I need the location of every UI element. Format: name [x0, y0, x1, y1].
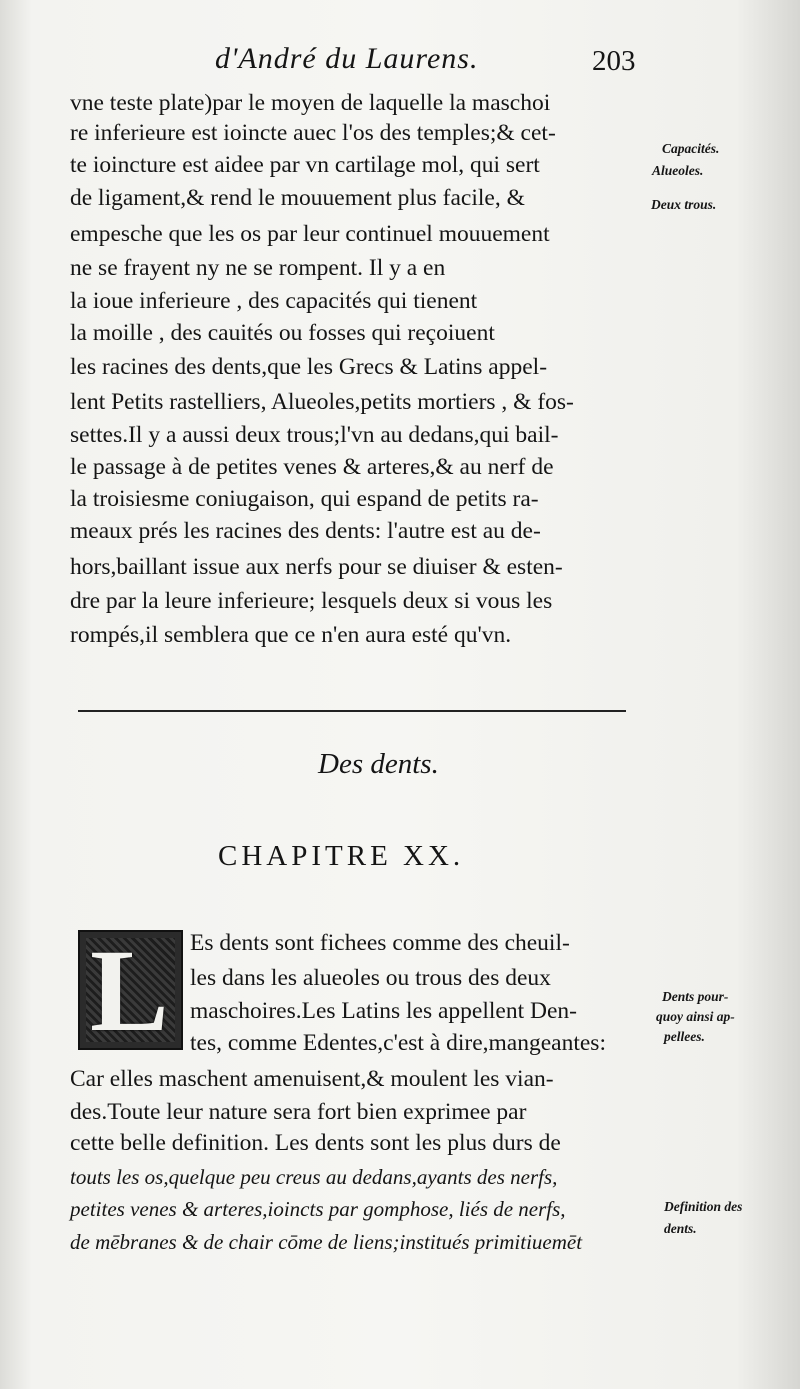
text-line: re inferieure est ioincte auec l'os des temples;& cet- — [70, 120, 556, 146]
text-line: le passage à de petites venes & arteres,& au nerf de — [70, 454, 554, 480]
margin-note-deux-trous: Deux trous. — [651, 197, 717, 212]
text-line: Es dents sont fichees comme des cheuil- — [190, 930, 570, 956]
initial-letter: L — [90, 925, 169, 1056]
text-line: la moille , des cauités ou fosses qui reçoiuent — [70, 320, 495, 346]
horizontal-rule — [78, 710, 626, 712]
text-line: rompés,il semblera que ce n'en aura esté qu'vn. — [70, 622, 512, 648]
text-line: empesche que les os par leur continuel mouuement — [70, 221, 550, 247]
text-line: dre par la leure inferieure; lesquels deux si vous les — [70, 588, 553, 614]
margin-note-definition-line1: Definition des — [664, 1199, 743, 1214]
margin-note-dents-line2: quoy ainsi ap- — [656, 1009, 735, 1024]
text-line: hors,baillant issue aux nerfs pour se diuiser & esten- — [70, 554, 563, 580]
text-line: ne se frayent ny ne se rompent. Il y a en — [70, 255, 446, 281]
text-line: lent Petits rastelliers, Alueoles,petits mortiers , & fos- — [70, 389, 574, 415]
text-line: meaux prés les racines des dents: l'autre est au de- — [70, 518, 541, 544]
text-line: la troisiesme coniugaison, qui espand de petits ra- — [70, 486, 539, 512]
text-line: de ligament,& rend le mouuement plus facile, & — [70, 185, 525, 211]
text-line: de mēbranes & de chair cōme de liens;institués primitiuemēt — [70, 1230, 583, 1254]
margin-note-capacites: Capacités. — [662, 141, 720, 156]
running-head: d'André du Laurens. — [215, 42, 479, 75]
text-line: settes.Il y a aussi deux trous;l'vn au dedans,qui bail- — [70, 422, 559, 448]
margin-note-definition-line2: dents. — [664, 1221, 697, 1236]
text-line: te ioincture est aidee par vn cartilage mol, qui sert — [70, 152, 540, 178]
text-line: petites venes & arteres,ioincts par gomphose, liés de nerfs, — [70, 1197, 566, 1221]
margin-note-alueoles: Alueoles. — [652, 163, 704, 178]
text-line: la ioue inferieure , des capacités qui tienent — [70, 288, 478, 314]
text-line: Car elles maschent amenuisent,& moulent les vian- — [70, 1066, 554, 1092]
text-line: cette belle definition. Les dents sont les plus durs de — [70, 1130, 561, 1156]
text-line: maschoires.Les Latins les appellent Den- — [190, 998, 577, 1024]
text-line: des.Toute leur nature sera fort bien exprimee par — [70, 1099, 527, 1125]
text-line: les dans les alueoles ou trous des deux — [190, 965, 551, 991]
chapter-heading: CHAPITRE XX. — [218, 840, 465, 872]
section-title: Des dents. — [318, 748, 439, 780]
text-line: tes, comme Edentes,c'est à dire,mangeantes: — [190, 1030, 606, 1056]
margin-note-dents-line1: Dents pour- — [662, 989, 729, 1004]
margin-note-dents-line3: pellees. — [664, 1029, 705, 1044]
decorated-initial — [78, 925, 183, 1056]
text-line: vne teste plate)par le moyen de laquelle la maschoi — [70, 90, 551, 116]
text-line: les racines des dents,que les Grecs & Latins appel- — [70, 354, 548, 380]
page-number: 203 — [592, 45, 636, 77]
text-line: touts les os,quelque peu creus au dedans,ayants des nerfs, — [70, 1165, 558, 1189]
